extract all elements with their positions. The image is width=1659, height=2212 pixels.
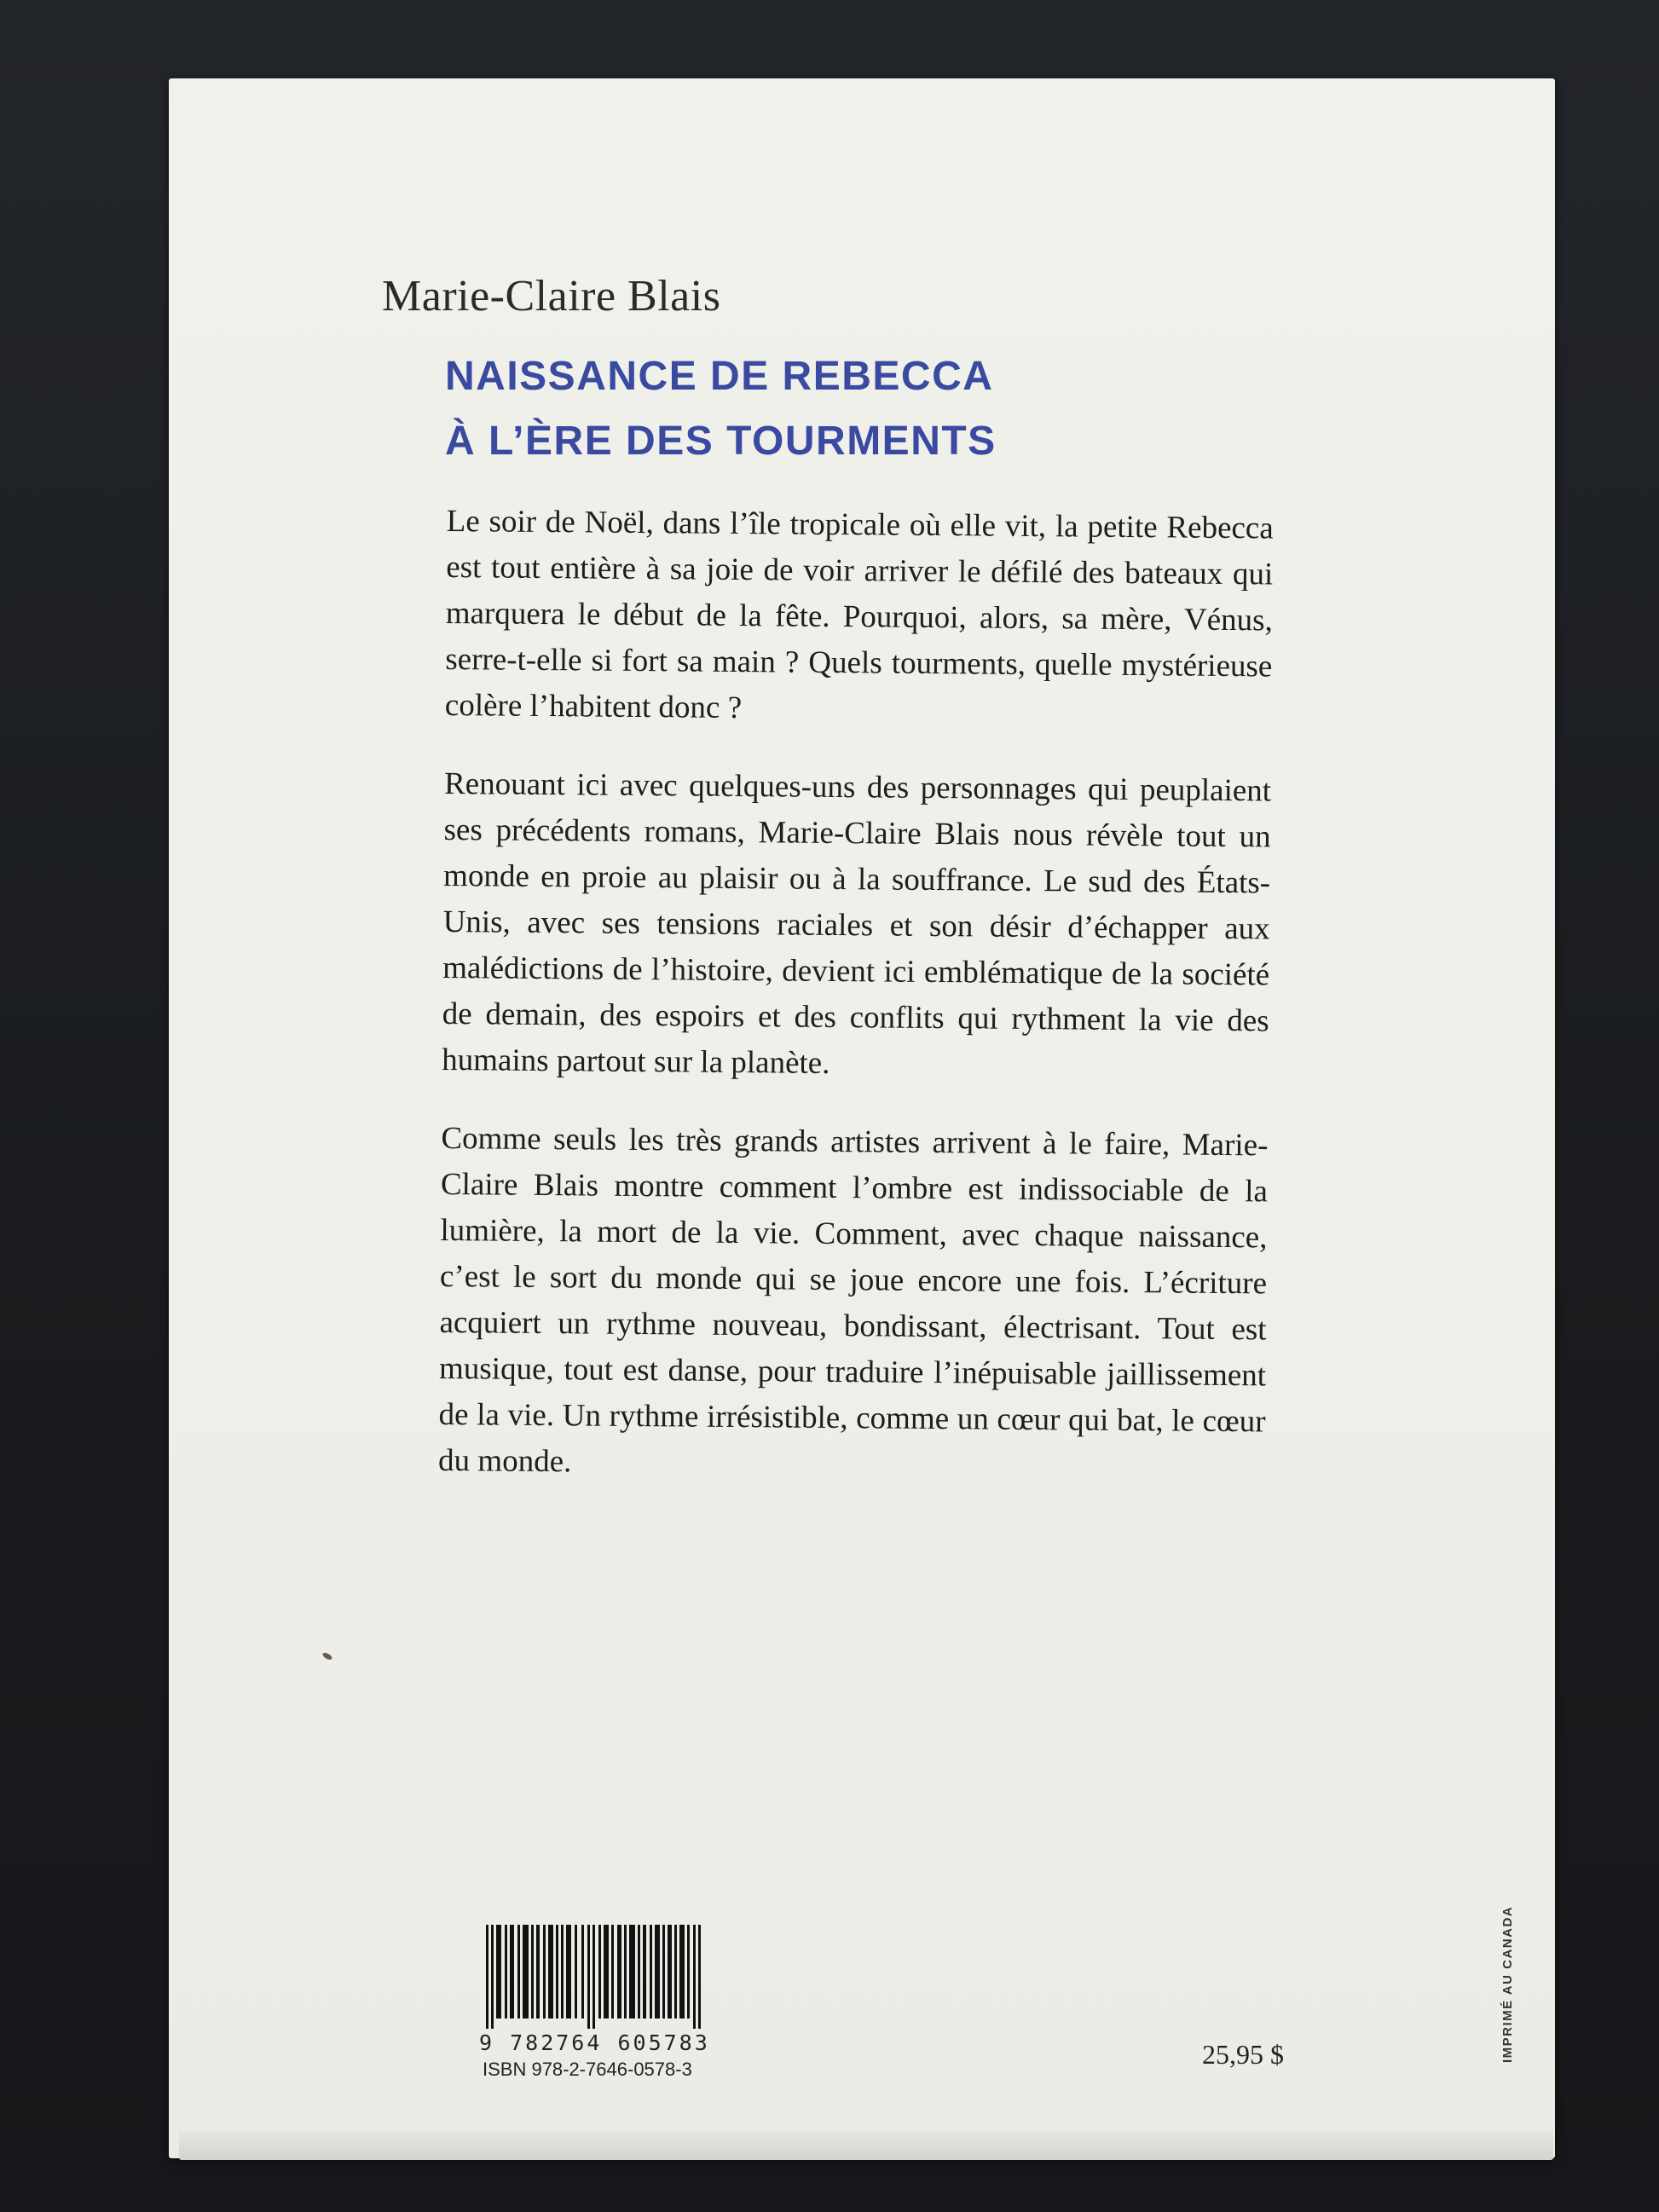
blurb-paragraph-3: Comme seuls les très grands artistes arrivent à le faire, Marie-Claire Blais montre comment l’ombre est indissociable de la lumière, la mort de la vie. Comment, avec chaque naissance, c’est le sort du monde qui se joue encore une fois. L’écriture acquiert un rythme nouveau, bondissant, électrisant. Tout est musique, tout est danse, pour traduire l’inépuisable jaillissement de la vie. Un rythme irrésistible, comme un cœur qui bat, le cœur du monde. [437, 1120, 1269, 1480]
barcode-digits: 9 782764 605783 [479, 2030, 710, 2055]
printed-in-label: IMPRIMÉ AU CANADA [1500, 1905, 1515, 2063]
blurb-paragraph-2: Renouant ici avec quelques-uns des personnages qui peuplaient ses précédents romans, Marie-Claire Blais nous révèle tout un monde en proie au plaisir ou à la souffrance. Le sud des États-Unis, avec ses tensions raciales et son désir d’échapper aux malédictions de l’histoire, devient ici emblématique de la société de demain, des espoirs et des conflits qui rythment la vie des humains partout sur la planète. [442, 765, 1272, 1081]
book-title [445, 344, 997, 474]
barcode-icon [479, 1925, 709, 2029]
title-line-2: À L’ÈRE DES TOURMENTS [445, 419, 997, 464]
price-label: 25,95 $ [1202, 2039, 1284, 2070]
cover-bottom-edge [179, 2131, 1553, 2160]
isbn-number: ISBN 978-2-7646-0578-3 [483, 2059, 692, 2080]
author-name: Marie-Claire Blais [382, 272, 721, 321]
title-line-1: NAISSANCE DE REBECCA [445, 354, 994, 399]
blurb-paragraph-1: Le soir de Noël, dans l’île tropicale où elle vit, la petite Rebecca est tout entière à sa joie de voir arriver le défilé des bateaux qui marquera le début de la fête. Pourquoi, alors, sa mère, Vénus, serre-t-elle si fort sa main ? Quels tourments, quelle mystérieuse colère l’habitent donc ? [444, 503, 1274, 726]
blurb-text [438, 499, 1274, 1523]
barcode-block [479, 1925, 710, 2081]
